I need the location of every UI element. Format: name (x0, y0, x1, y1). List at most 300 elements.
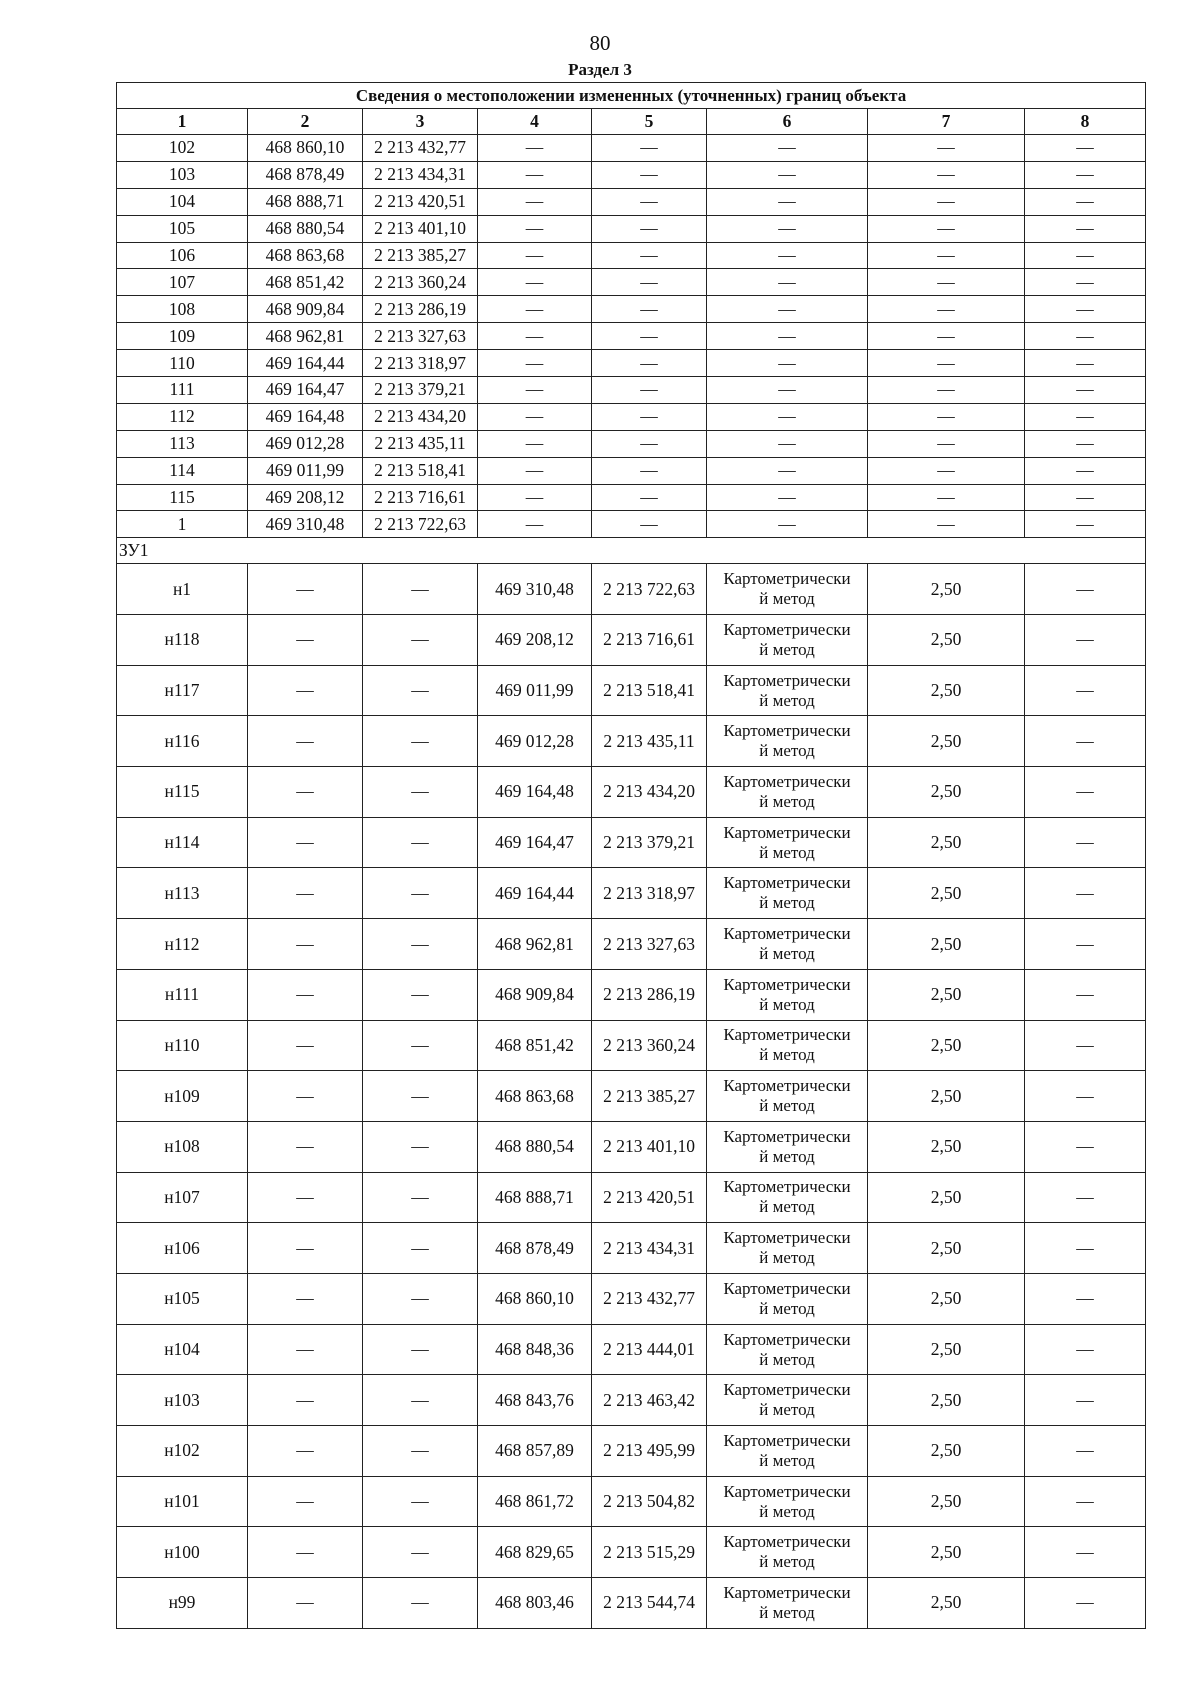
method-text-line: й метод (759, 1501, 815, 1521)
method-cell (707, 969, 868, 1020)
column-number: 5 (592, 109, 707, 135)
table-cell: н115 (117, 767, 248, 818)
table-row (117, 511, 1146, 538)
table-cell: — (1025, 919, 1146, 970)
table-cell: — (868, 484, 1025, 511)
method-text-line: й метод (759, 639, 815, 659)
group-row (117, 538, 1146, 564)
table-cell: н103 (117, 1375, 248, 1426)
table-row (117, 430, 1146, 457)
table-cell: — (592, 323, 707, 350)
table-cell: 2 213 716,61 (592, 615, 707, 666)
table-cell: — (478, 323, 592, 350)
method-text-line: Картометрически (723, 822, 851, 842)
table-cell: н110 (117, 1020, 248, 1071)
table-cell: 2 213 434,31 (592, 1223, 707, 1274)
table-cell: 469 208,12 (248, 484, 363, 511)
table-cell: 2,50 (868, 767, 1025, 818)
method-text-line: й метод (759, 741, 815, 761)
table-row (117, 969, 1146, 1020)
table-cell: — (707, 188, 868, 215)
table-title: Сведения о местоположении измененных (уточненных) границ объекта (117, 83, 1146, 109)
table-cell: — (1025, 135, 1146, 162)
table-cell: 2 213 434,20 (363, 403, 478, 430)
table-cell: — (478, 377, 592, 404)
table-cell: 468 863,68 (478, 1071, 592, 1122)
column-number: 7 (868, 109, 1025, 135)
table-cell: — (478, 511, 592, 538)
table-row (117, 135, 1146, 162)
method-text-line: Картометрически (723, 1532, 851, 1552)
table-cell: — (248, 665, 363, 716)
table-cell: — (592, 188, 707, 215)
table-cell: — (1025, 430, 1146, 457)
table-cell: 2 213 385,27 (592, 1071, 707, 1122)
table-cell: — (1025, 1375, 1146, 1426)
table-cell: 2 213 435,11 (592, 716, 707, 767)
table-cell: 2,50 (868, 1426, 1025, 1477)
table-cell: — (1025, 161, 1146, 188)
table-cell: — (592, 484, 707, 511)
column-number-row (117, 109, 1146, 135)
table-cell: — (868, 135, 1025, 162)
table-cell: 469 310,48 (478, 564, 592, 615)
method-cell (707, 1071, 868, 1122)
table-cell: — (1025, 323, 1146, 350)
table-cell: — (592, 430, 707, 457)
table-cell: 2,50 (868, 1223, 1025, 1274)
table-cell: 2 213 318,97 (363, 350, 478, 377)
table-cell: — (1025, 564, 1146, 615)
table-cell: — (363, 564, 478, 615)
method-cell (707, 1324, 868, 1375)
method-text-line: Картометрически (723, 1329, 851, 1349)
table-cell: — (248, 564, 363, 615)
table-cell: н112 (117, 919, 248, 970)
table-cell: 469 012,28 (478, 716, 592, 767)
table-cell: — (1025, 969, 1146, 1020)
method-text-line: Картометрически (723, 1582, 851, 1602)
table-cell: 2,50 (868, 868, 1025, 919)
table-cell: — (1025, 511, 1146, 538)
table-cell: — (1025, 269, 1146, 296)
table-cell: — (478, 296, 592, 323)
method-text-line: Картометрически (723, 924, 851, 944)
table-cell: — (868, 377, 1025, 404)
table-cell: 468 962,81 (248, 323, 363, 350)
table-cell: — (478, 350, 592, 377)
method-text-line: Картометрически (723, 974, 851, 994)
table-cell: 468 888,71 (248, 188, 363, 215)
method-text-line: Картометрически (723, 1126, 851, 1146)
table-cell: — (248, 1071, 363, 1122)
table-cell: 113 (117, 430, 248, 457)
table-cell: — (248, 969, 363, 1020)
table-row (117, 484, 1146, 511)
table-cell: — (868, 323, 1025, 350)
table-cell: 2 213 432,77 (363, 135, 478, 162)
table-cell: 2 213 504,82 (592, 1476, 707, 1527)
table-cell: 2,50 (868, 1071, 1025, 1122)
table-cell: — (363, 716, 478, 767)
table-cell: — (707, 457, 868, 484)
table-cell: — (592, 457, 707, 484)
table-cell: — (1025, 1324, 1146, 1375)
table-cell: — (868, 242, 1025, 269)
table-cell: — (707, 269, 868, 296)
table-cell: — (707, 161, 868, 188)
table-title-row (117, 83, 1146, 109)
table-cell: 111 (117, 377, 248, 404)
table-cell: 2 213 420,51 (592, 1172, 707, 1223)
table-cell: 469 011,99 (478, 665, 592, 716)
table-cell: — (1025, 1527, 1146, 1578)
table-cell: 469 012,28 (248, 430, 363, 457)
table-cell: 468 878,49 (248, 161, 363, 188)
table-cell: — (363, 1071, 478, 1122)
table-cell: — (592, 161, 707, 188)
table-row (117, 1476, 1146, 1527)
table-cell: — (248, 1324, 363, 1375)
table-row (117, 1071, 1146, 1122)
table-cell: 2,50 (868, 969, 1025, 1020)
method-cell (707, 665, 868, 716)
table-cell: 2 213 286,19 (363, 296, 478, 323)
table-row (117, 296, 1146, 323)
method-cell (707, 1375, 868, 1426)
table-cell: 2 213 385,27 (363, 242, 478, 269)
table-row (117, 377, 1146, 404)
table-cell: 2,50 (868, 615, 1025, 666)
coordinates-table (116, 82, 1146, 1629)
method-text-line: й метод (759, 1450, 815, 1470)
table-cell: 468 851,42 (248, 269, 363, 296)
table-cell: — (1025, 1020, 1146, 1071)
table-cell: — (248, 716, 363, 767)
method-text-line: й метод (759, 1146, 815, 1166)
method-cell (707, 1527, 868, 1578)
table-cell: 2 213 286,19 (592, 969, 707, 1020)
table-cell: н101 (117, 1476, 248, 1527)
table-cell: 2,50 (868, 1476, 1025, 1527)
table-cell: — (363, 615, 478, 666)
table-cell: 2 213 360,24 (592, 1020, 707, 1071)
method-text-line: й метод (759, 1096, 815, 1116)
table-cell: — (363, 1375, 478, 1426)
table-cell: — (248, 1223, 363, 1274)
table-cell: — (363, 1324, 478, 1375)
table-cell: — (868, 350, 1025, 377)
method-cell (707, 716, 868, 767)
table-cell: 2 213 722,63 (592, 564, 707, 615)
table-cell: — (248, 615, 363, 666)
method-text-line: Картометрически (723, 1430, 851, 1450)
table-cell: 468 843,76 (478, 1375, 592, 1426)
table-cell: — (868, 215, 1025, 242)
table-cell: 468 848,36 (478, 1324, 592, 1375)
table-cell: 469 208,12 (478, 615, 592, 666)
table-row (117, 1172, 1146, 1223)
table-cell: 468 857,89 (478, 1426, 592, 1477)
column-number: 6 (707, 109, 868, 135)
table-cell: 469 164,47 (248, 377, 363, 404)
table-cell: — (478, 484, 592, 511)
table-cell: 469 164,48 (248, 403, 363, 430)
table-cell: 103 (117, 161, 248, 188)
table-cell: — (592, 215, 707, 242)
table-row (117, 1426, 1146, 1477)
table-row (117, 403, 1146, 430)
table-cell: — (248, 868, 363, 919)
table-cell: — (1025, 1223, 1146, 1274)
section-title: Раздел 3 (568, 60, 632, 79)
table-cell: — (248, 1172, 363, 1223)
table-row (117, 1121, 1146, 1172)
table-cell: — (1025, 615, 1146, 666)
method-text-line: Картометрически (723, 1228, 851, 1248)
table-cell: 468 860,10 (478, 1273, 592, 1324)
table-cell: — (363, 1578, 478, 1629)
table-cell: — (592, 377, 707, 404)
method-text-line: Картометрически (723, 1481, 851, 1501)
method-text-line: й метод (759, 1349, 815, 1369)
table-cell: 468 880,54 (478, 1121, 592, 1172)
table-cell: — (478, 161, 592, 188)
table-cell: — (248, 1121, 363, 1172)
table-cell: 2,50 (868, 1172, 1025, 1223)
table-cell: 2 213 435,11 (363, 430, 478, 457)
table-cell: н116 (117, 716, 248, 767)
table-cell: 468 888,71 (478, 1172, 592, 1223)
table-cell: — (1025, 868, 1146, 919)
table-cell: — (868, 511, 1025, 538)
table-cell: 2 213 327,63 (363, 323, 478, 350)
table-cell: 115 (117, 484, 248, 511)
table-cell: — (707, 296, 868, 323)
table-cell: 112 (117, 403, 248, 430)
table-cell: н99 (117, 1578, 248, 1629)
table-row (117, 868, 1146, 919)
table-row (117, 615, 1146, 666)
table-cell: 104 (117, 188, 248, 215)
table-cell: 468 851,42 (478, 1020, 592, 1071)
method-text-line: Картометрически (723, 873, 851, 893)
table-row (117, 215, 1146, 242)
column-number: 8 (1025, 109, 1146, 135)
method-text-line: й метод (759, 690, 815, 710)
column-number: 1 (117, 109, 248, 135)
table-cell: — (363, 1476, 478, 1527)
table-cell: 2 213 444,01 (592, 1324, 707, 1375)
table-cell: 468 878,49 (478, 1223, 592, 1274)
table-cell: 468 880,54 (248, 215, 363, 242)
table-cell: 468 861,72 (478, 1476, 592, 1527)
table-row (117, 919, 1146, 970)
table-cell: н113 (117, 868, 248, 919)
table-cell: — (1025, 377, 1146, 404)
table-cell: 2,50 (868, 817, 1025, 868)
table-cell: — (478, 430, 592, 457)
table-cell: н114 (117, 817, 248, 868)
table-cell: н106 (117, 1223, 248, 1274)
table-cell: 2,50 (868, 1273, 1025, 1324)
table-cell: 2,50 (868, 716, 1025, 767)
table-cell: 105 (117, 215, 248, 242)
table-cell: — (868, 430, 1025, 457)
table-cell: — (707, 511, 868, 538)
table-row (117, 767, 1146, 818)
table-row (117, 350, 1146, 377)
table-cell: — (868, 161, 1025, 188)
table-cell: — (1025, 296, 1146, 323)
table-cell: — (363, 1223, 478, 1274)
table-cell: 2 213 495,99 (592, 1426, 707, 1477)
table-cell: 2 213 420,51 (363, 188, 478, 215)
method-cell (707, 1121, 868, 1172)
page-number: 80 (589, 31, 611, 55)
table-row (117, 817, 1146, 868)
table-cell: 2,50 (868, 1578, 1025, 1629)
table-cell: — (363, 1172, 478, 1223)
table-cell: — (478, 403, 592, 430)
table-cell: н105 (117, 1273, 248, 1324)
table-cell: — (1025, 817, 1146, 868)
table-cell: н104 (117, 1324, 248, 1375)
table-cell: 114 (117, 457, 248, 484)
method-text-line: й метод (759, 791, 815, 811)
table-cell: — (363, 969, 478, 1020)
table-cell: 2 213 716,61 (363, 484, 478, 511)
table-cell: — (592, 269, 707, 296)
table-cell: 102 (117, 135, 248, 162)
table-cell: — (363, 1426, 478, 1477)
table-cell: 107 (117, 269, 248, 296)
table-cell: 2,50 (868, 1527, 1025, 1578)
table-cell: 110 (117, 350, 248, 377)
method-cell (707, 767, 868, 818)
table-cell: — (1025, 403, 1146, 430)
table-cell: 2 213 432,77 (592, 1273, 707, 1324)
table-cell: — (1025, 1426, 1146, 1477)
method-text-line: Картометрически (723, 619, 851, 639)
table-cell: — (707, 135, 868, 162)
table-cell: 2 213 434,20 (592, 767, 707, 818)
table-cell: — (478, 457, 592, 484)
table-row (117, 242, 1146, 269)
table-cell: н108 (117, 1121, 248, 1172)
table-row (117, 716, 1146, 767)
method-cell (707, 1020, 868, 1071)
table-body (117, 83, 1146, 1629)
method-text-line: й метод (759, 589, 815, 609)
table-cell: 2,50 (868, 665, 1025, 716)
table-row (117, 1324, 1146, 1375)
table-cell: — (248, 1375, 363, 1426)
table-cell: — (1025, 188, 1146, 215)
method-cell (707, 919, 868, 970)
method-text-line: Картометрически (723, 1380, 851, 1400)
table-row (117, 564, 1146, 615)
table-cell: — (1025, 1273, 1146, 1324)
method-cell (707, 1223, 868, 1274)
table-cell: — (1025, 1578, 1146, 1629)
table-row (117, 188, 1146, 215)
table-cell: — (248, 817, 363, 868)
method-text-line: Картометрически (723, 1177, 851, 1197)
table-cell: н107 (117, 1172, 248, 1223)
table-cell: 468 909,84 (248, 296, 363, 323)
table-cell: 2 213 722,63 (363, 511, 478, 538)
table-cell: — (592, 242, 707, 269)
table-row (117, 1375, 1146, 1426)
table-cell: 2,50 (868, 1375, 1025, 1426)
table-cell: — (363, 1121, 478, 1172)
table-cell: — (592, 296, 707, 323)
table-cell: — (248, 1476, 363, 1527)
table-cell: 2,50 (868, 1020, 1025, 1071)
table-cell: — (363, 1020, 478, 1071)
table-cell: — (1025, 767, 1146, 818)
method-cell (707, 1172, 868, 1223)
table-cell: — (868, 188, 1025, 215)
method-cell (707, 1273, 868, 1324)
table-cell: — (1025, 665, 1146, 716)
method-text-line: Картометрически (723, 569, 851, 589)
method-text-line: Картометрически (723, 1025, 851, 1045)
table-cell: — (707, 242, 868, 269)
method-cell (707, 1578, 868, 1629)
table-cell: — (478, 242, 592, 269)
table-cell: — (478, 135, 592, 162)
table-cell: — (248, 1273, 363, 1324)
table-cell: 2,50 (868, 1324, 1025, 1375)
table-cell: 1 (117, 511, 248, 538)
method-text-line: й метод (759, 842, 815, 862)
method-text-line: й метод (759, 1400, 815, 1420)
table-cell: 2 213 379,21 (592, 817, 707, 868)
table-cell: — (707, 430, 868, 457)
table-cell: 469 164,47 (478, 817, 592, 868)
table-cell: — (248, 1020, 363, 1071)
method-text-line: Картометрически (723, 1076, 851, 1096)
table-cell: — (363, 665, 478, 716)
table-row (117, 1223, 1146, 1274)
table-cell: — (592, 511, 707, 538)
table-cell: — (1025, 457, 1146, 484)
table-cell: — (868, 296, 1025, 323)
method-text-line: Картометрически (723, 670, 851, 690)
table-cell: — (363, 767, 478, 818)
table-cell: — (363, 1273, 478, 1324)
method-cell (707, 564, 868, 615)
table-cell: — (1025, 215, 1146, 242)
table-cell: — (478, 269, 592, 296)
table-cell: — (248, 919, 363, 970)
table-cell: — (478, 188, 592, 215)
table-cell: 469 164,44 (248, 350, 363, 377)
method-text-line: й метод (759, 1602, 815, 1622)
table-cell: 2,50 (868, 564, 1025, 615)
table-cell: — (248, 767, 363, 818)
table-cell: — (868, 457, 1025, 484)
table-cell: — (1025, 1071, 1146, 1122)
method-text-line: й метод (759, 893, 815, 913)
table-cell: — (707, 215, 868, 242)
table-cell: 2 213 515,29 (592, 1527, 707, 1578)
table-row (117, 323, 1146, 350)
column-number: 2 (248, 109, 363, 135)
table-cell: — (363, 919, 478, 970)
